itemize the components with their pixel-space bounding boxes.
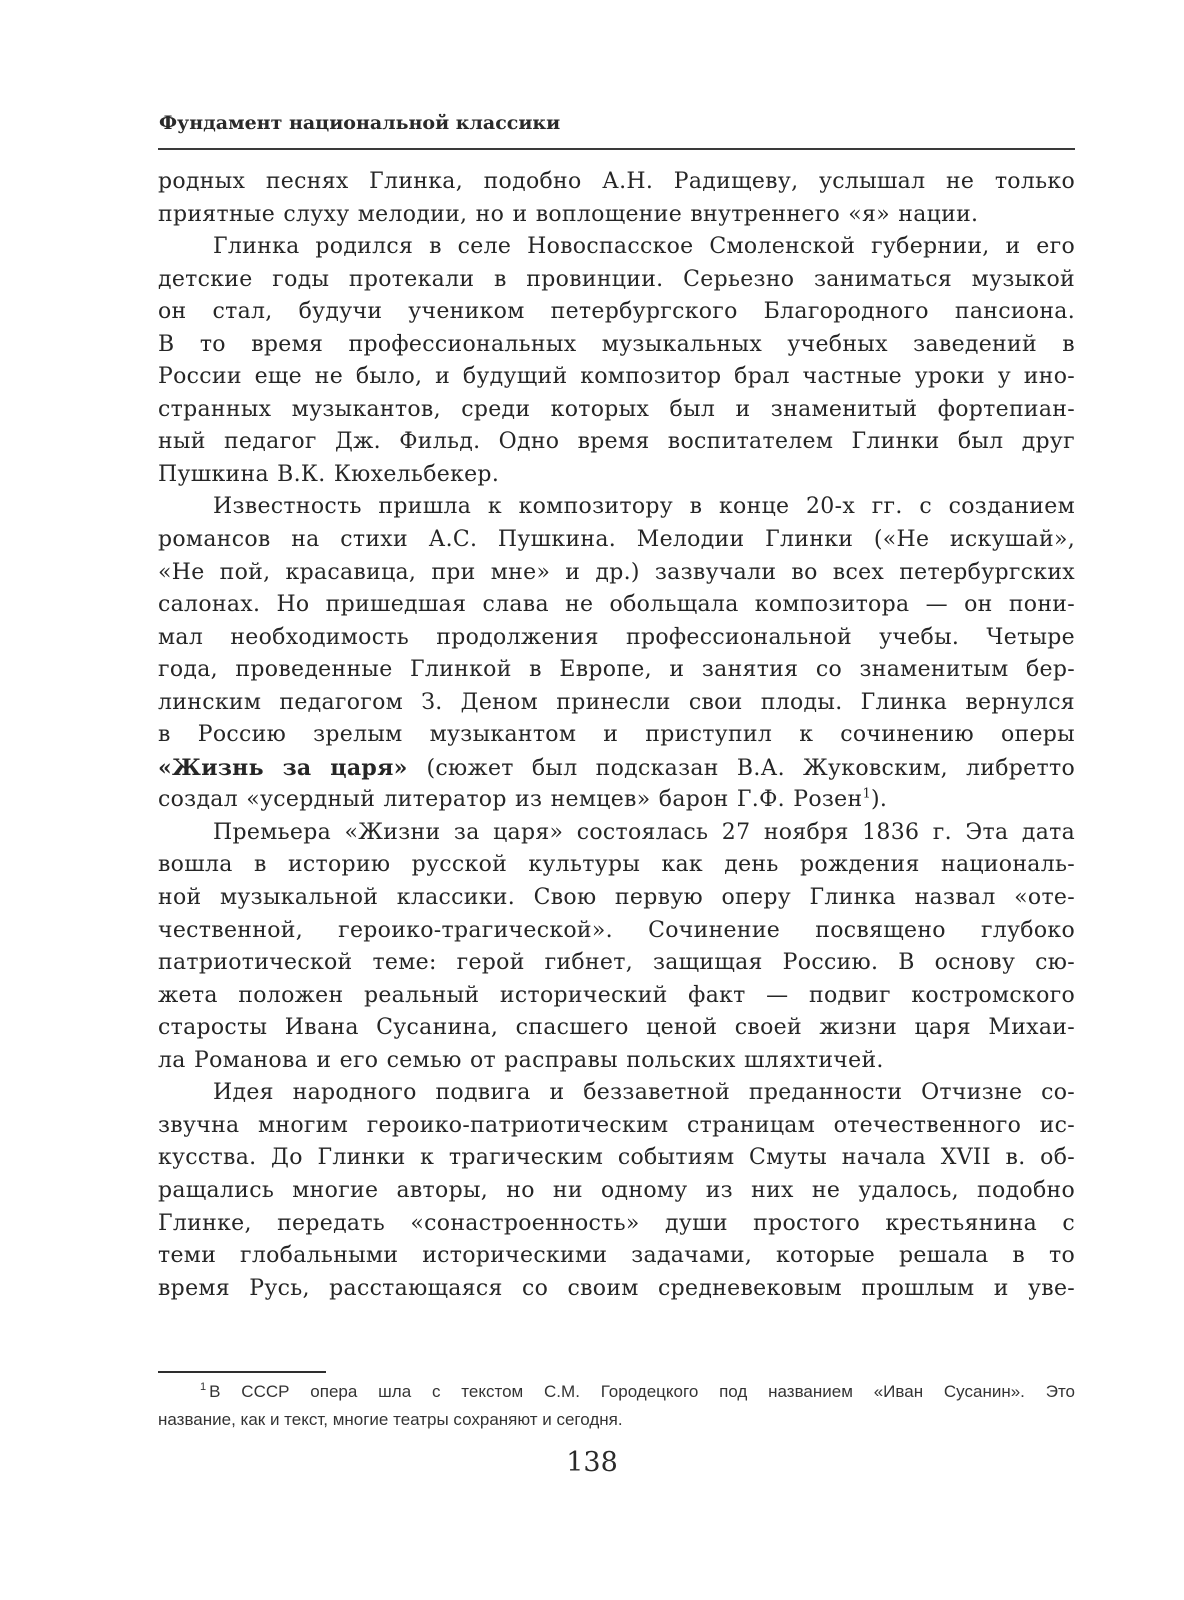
- text-line: [158, 817, 1075, 850]
- line-text: Известность пришла к композитору в конце 20-х гг. с созданием: [213, 494, 1075, 520]
- text-line: [158, 557, 1075, 590]
- text-line: [158, 1208, 1075, 1241]
- text-line: [158, 459, 1075, 492]
- line-text: Идея народного подвига и беззаветной преданности Отчизне со-: [213, 1080, 1075, 1106]
- line-text: Глинке, передать «сонастроенность» души простого крестьянина с: [158, 1210, 1075, 1236]
- text-line: [158, 1110, 1075, 1143]
- line-tail: ).: [871, 787, 888, 813]
- line-text: чественной, героико-трагической». Сочинение посвящено глубоко: [158, 917, 1075, 943]
- line-text: Премьера «Жизни за царя» состоялась 27 ноября 1836 г. Эта дата: [213, 819, 1075, 845]
- text-line: [158, 752, 1075, 785]
- line-text: в Россию зрелым музыкантом и приступил к сочинению оперы: [158, 722, 1075, 748]
- text-line: [158, 1045, 1075, 1078]
- text-line: [158, 915, 1075, 948]
- footnote-line: [158, 1406, 1075, 1434]
- line-text: мал необходимость продолжения профессиональной учебы. Четыре: [158, 624, 1075, 650]
- line-text: вошла в историю русской культуры как день рождения националь-: [158, 852, 1075, 878]
- text-line: [158, 199, 1075, 232]
- text-line: [158, 882, 1075, 915]
- line-text: линским педагогом З. Деном принесли свои плоды. Глинка вернулся: [158, 689, 1075, 715]
- line-text: ла Романова и его семью от расправы польских шляхтичей.: [158, 1047, 884, 1073]
- footnote-rule: [158, 1371, 326, 1373]
- line-text: ной музыкальной классики. Свою первую оперу Глинка назвал «оте-: [158, 885, 1075, 911]
- text-line: [158, 296, 1075, 329]
- line-text: года, проведенные Глинкой в Европе, и занятия со знаменитым бер-: [158, 657, 1075, 683]
- footnote-number: 1: [200, 1381, 207, 1394]
- text-line: [158, 166, 1075, 199]
- text-line: [158, 491, 1075, 524]
- header-rule: [158, 148, 1075, 150]
- text-line: [158, 1175, 1075, 1208]
- line-text: родных песнях Глинка, подобно А.Н. Радищеву, услышал не только: [158, 169, 1075, 194]
- line-text: ращались многие авторы, но ни одному из них не удалось, подобно: [158, 1177, 1075, 1203]
- text-line: [158, 589, 1075, 622]
- line-text: кусства. До Глинки к трагическим событиям Смуты начала XVII в. об-: [158, 1145, 1075, 1171]
- line-text: Пушкина В.К. Кюхельбекер.: [158, 461, 500, 487]
- line-text: теми глобальными историческими задачами, которые решала в то: [158, 1243, 1075, 1269]
- line-text: время Русь, расстающаяся со своим средневековым прошлым и уве-: [158, 1275, 1075, 1301]
- line-text: ный педагог Дж. Фильд. Одно время воспитателем Глинки был друг: [158, 429, 1075, 455]
- text-line: [158, 719, 1075, 752]
- footnote: [158, 1378, 1075, 1434]
- line-text: России еще не было, и будущий композитор брал частные уроки у ино-: [158, 364, 1075, 390]
- line-text: салонах. Но пришедшая слава не обольщала композитора — он пони-: [158, 592, 1075, 618]
- text-line: [158, 1077, 1075, 1110]
- text-line: [158, 426, 1075, 459]
- text-line: [158, 849, 1075, 882]
- text-line: [158, 231, 1075, 264]
- footnote-text: название, как и текст, многие театры сохраняют и сегодня.: [158, 1410, 623, 1429]
- line-text: детские годы протекали в провинции. Серьезно заниматься музыкой: [158, 266, 1075, 292]
- text-line: [158, 947, 1075, 980]
- page-number: 138: [566, 1447, 618, 1478]
- text-line: [158, 361, 1075, 394]
- text-line: [158, 1012, 1075, 1045]
- text-line: [158, 687, 1075, 720]
- footnote-marker: 1: [862, 787, 872, 803]
- line-text: «Не пой, красавица, при мне» и др.) зазвучали во всех петербургских: [158, 559, 1075, 585]
- text-line: [158, 394, 1075, 427]
- text-line: [158, 264, 1075, 297]
- running-head: Фундамент национальной классики: [159, 112, 561, 134]
- line-text: Глинка родился в селе Новоспасское Смоленской губернии, и его: [213, 234, 1075, 260]
- text-line: [158, 1240, 1075, 1273]
- text-line: [158, 784, 1075, 817]
- text-line: [158, 1273, 1075, 1306]
- footnote-text: В СССР опера шла с текстом С.М. Городецкого под названием «Иван Сусанин». Это: [209, 1382, 1075, 1401]
- text-line: [158, 980, 1075, 1013]
- line-text: звучна многим героико-патриотическим страницам отечественного ис-: [158, 1112, 1075, 1138]
- bold-title: «Жизнь за царя»: [158, 754, 427, 781]
- line-text: жета положен реальный исторический факт — подвиг костромского: [158, 982, 1075, 1008]
- text-line: [158, 654, 1075, 687]
- line-text: странных музыкантов, среди которых был и знаменитый фортепиан-: [158, 396, 1075, 422]
- footnote-line: [158, 1378, 1075, 1406]
- line-text: В то время профессиональных музыкальных учебных заведений в: [158, 331, 1075, 357]
- text-line: [158, 524, 1075, 557]
- text-line: [158, 622, 1075, 655]
- line-text: романсов на стихи А.С. Пушкина. Мелодии Глинки («Не искушай»,: [158, 527, 1075, 553]
- line-text: приятные слуху мелодии, но и воплощение внутреннего «я» нации.: [158, 201, 979, 227]
- line-text: старосты Ивана Сусанина, спасшего ценой своей жизни царя Михаи-: [158, 1015, 1075, 1041]
- line-text: (сюжет был подсказан В.А. Жуковским, либретто: [426, 755, 1075, 781]
- text-line: [158, 329, 1075, 362]
- body-text: [158, 166, 1075, 1305]
- text-line: [158, 1142, 1075, 1175]
- line-text: патриотической теме: герой гибнет, защищая Россию. В основу сю-: [158, 950, 1075, 976]
- line-text: он стал, будучи учеником петербургского Благородного пансиона.: [158, 299, 1075, 325]
- line-text: создал «усердный литератор из немцев» барон Г.Ф. Розен: [158, 787, 863, 813]
